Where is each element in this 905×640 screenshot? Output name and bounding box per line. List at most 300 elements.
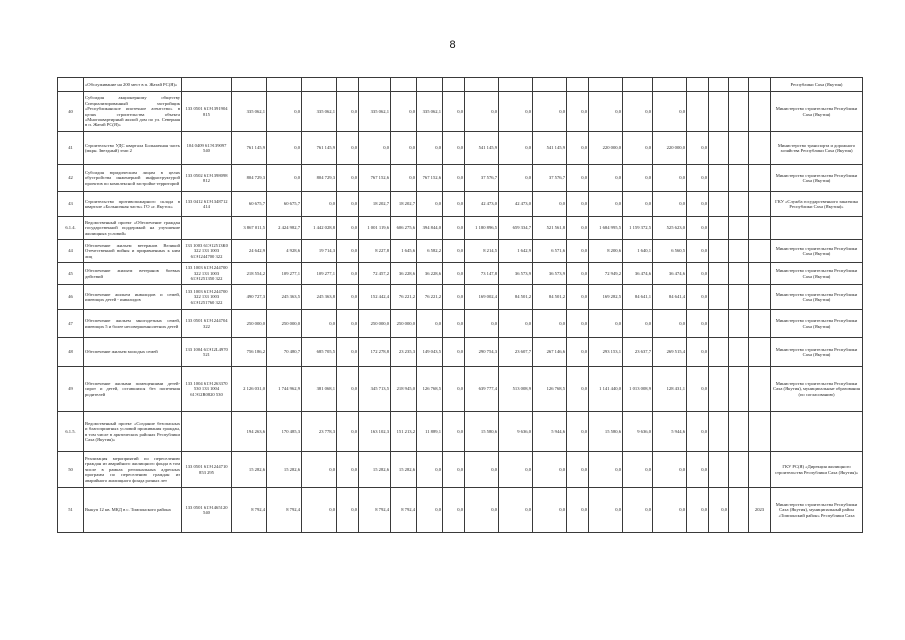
executor: ГКУ «Служба государственного заказчика Республики Саха (Якутия)» — [771, 192, 863, 217]
y1-rs: 606 275,6 — [391, 217, 417, 240]
extra-value — [709, 452, 729, 488]
row-code — [182, 78, 232, 92]
y1-mun: 0,0 — [443, 263, 465, 285]
total-fed: 381 068,1 — [302, 367, 337, 412]
y2-rs: 0,0 — [499, 92, 533, 132]
empty-cell — [729, 412, 749, 452]
y3-all: 72 949,2 — [589, 263, 623, 285]
y1-all: 0,0 — [359, 132, 391, 165]
executor: Министерство строительства Республики Саха (Якутия) — [771, 338, 863, 367]
y2-mun: 0,0 — [567, 132, 589, 165]
total-rs: 60 675,7 — [267, 192, 302, 217]
y3-fed: 128 431,1 — [653, 367, 687, 412]
y2-mun — [567, 78, 589, 92]
extra-value — [709, 217, 729, 240]
y3-mun: 0,0 — [687, 217, 709, 240]
completion-year — [749, 310, 771, 338]
y2-rs: 0,0 — [499, 310, 533, 338]
y1-fed: 126 768,5 — [417, 367, 443, 412]
row-code: 133 1003 61Э12513К0 322 133 1003 61Э1244700 322 — [182, 240, 232, 263]
y3-all: 0,0 — [589, 310, 623, 338]
y3-rs: 0,0 — [623, 310, 653, 338]
y3-rs: 0,0 — [623, 165, 653, 192]
page-number: 8 — [449, 39, 456, 51]
row-code: 133 0501 61Э1244710 853 295 — [182, 452, 232, 488]
table-row — [58, 338, 863, 367]
extra-value — [709, 78, 729, 92]
row-name: Выкуп 12 кв. МКД в с. Томпонского района — [84, 488, 182, 533]
y3-fed: 84 641,4 — [653, 285, 687, 310]
total-mun: 0,0 — [337, 285, 359, 310]
y3-all: 8 200,6 — [589, 240, 623, 263]
total-rs: 0,0 — [267, 132, 302, 165]
row-number: 46 — [58, 285, 84, 310]
y3-fed: 220 000,0 — [653, 132, 687, 165]
y1-mun: 0,0 — [443, 165, 465, 192]
empty-cell — [729, 132, 749, 165]
y3-mun: 0,0 — [687, 192, 709, 217]
y3-mun: 0,0 — [687, 412, 709, 452]
y1-mun: 0,0 — [443, 338, 465, 367]
total-rs: 2 424 982,7 — [267, 217, 302, 240]
total-mun: 0,0 — [337, 240, 359, 263]
y1-all: 1 001 119,6 — [359, 217, 391, 240]
y1-all: 152 442,4 — [359, 285, 391, 310]
total-fed: 335 062,1 — [302, 92, 337, 132]
y1-mun — [443, 78, 465, 92]
executor: Министерство строительства Республики Саха (Якутия) — [771, 263, 863, 285]
empty-cell — [729, 488, 749, 533]
y2-fed: 541 145,9 — [533, 132, 567, 165]
y3-all: 0,0 — [589, 192, 623, 217]
total-fed: 1 442 028,8 — [302, 217, 337, 240]
y3-fed — [653, 78, 687, 92]
y2-rs: 0,0 — [499, 452, 533, 488]
row-name: Обеспечение жильем ветеранов Великой Отечественной войны и приравненных к ним лиц — [84, 240, 182, 263]
row-number: 6.1.5. — [58, 412, 84, 452]
y2-all: 290 754,3 — [465, 338, 499, 367]
y3-mun: 0,0 — [687, 165, 709, 192]
y2-rs: 36 573,9 — [499, 263, 533, 285]
y1-fed: 0,0 — [417, 310, 443, 338]
executor — [771, 217, 863, 240]
y1-mun: 0,0 — [443, 132, 465, 165]
executor: Министерство строительства Республики Саха (Якутия), муниципальный район «Томпонский район» Республики Саха — [771, 488, 863, 533]
completion-year — [749, 452, 771, 488]
extra-value — [709, 165, 729, 192]
row-code: 133 1004 61Э12L4970 521 — [182, 338, 232, 367]
y1-rs: 36 228,6 — [391, 263, 417, 285]
y1-fed: 335 062,1 — [417, 92, 443, 132]
total-rs: 250 000,0 — [267, 310, 302, 338]
total-mun: 0,0 — [337, 132, 359, 165]
y1-fed: 36 228,6 — [417, 263, 443, 285]
y2-all: 0,0 — [465, 92, 499, 132]
table-row — [58, 367, 863, 412]
y1-all: 345 713,5 — [359, 367, 391, 412]
y2-fed: 0,0 — [533, 310, 567, 338]
extra-value — [709, 263, 729, 285]
y1-all: 767 152,6 — [359, 165, 391, 192]
y1-rs: 8 792,4 — [391, 488, 417, 533]
table-row — [58, 412, 863, 452]
completion-year — [749, 217, 771, 240]
y2-fed: 0,0 — [533, 452, 567, 488]
completion-year — [749, 338, 771, 367]
extra-value — [709, 285, 729, 310]
y2-all: 15 580,6 — [465, 412, 499, 452]
y3-all: 0,0 — [589, 452, 623, 488]
y1-fed: 11 889,1 — [417, 412, 443, 452]
y1-rs: 76 221,2 — [391, 285, 417, 310]
y2-fed: 521 561,8 — [533, 217, 567, 240]
executor: ГКУ РС(Я) «Дирекция жилищного строительства Республики Саха (Якутия)» — [771, 452, 863, 488]
y2-all — [465, 78, 499, 92]
total-mun: 0,0 — [337, 310, 359, 338]
total-fed: 23 778,3 — [302, 412, 337, 452]
total-all: 490 727,3 — [232, 285, 267, 310]
y2-fed: 0,0 — [533, 92, 567, 132]
row-number: 6.1.4. — [58, 217, 84, 240]
total-mun: 0,0 — [337, 338, 359, 367]
executor: Республики Саха (Якутия) — [771, 78, 863, 92]
extra-value — [709, 132, 729, 165]
y1-all: 8 227,8 — [359, 240, 391, 263]
y3-rs: 1 013 008,9 — [623, 367, 653, 412]
y3-mun: 0,0 — [687, 338, 709, 367]
empty-cell — [729, 263, 749, 285]
y2-rs: 9 636,0 — [499, 412, 533, 452]
extra-value — [709, 240, 729, 263]
y2-rs: 23 607,7 — [499, 338, 533, 367]
y2-rs: 0,0 — [499, 488, 533, 533]
executor: Министерство строительства Республики Саха (Якутия) — [771, 240, 863, 263]
total-all: 24 642,9 — [232, 240, 267, 263]
row-code — [182, 217, 232, 240]
y3-all: 1 684 995,5 — [589, 217, 623, 240]
y3-mun: 0,0 — [687, 488, 709, 533]
y2-fed: 0,0 — [533, 192, 567, 217]
y2-fed: 126 768,5 — [533, 367, 567, 412]
y2-fed: 0,0 — [533, 488, 567, 533]
completion-year — [749, 92, 771, 132]
table-row — [58, 192, 863, 217]
y3-all — [589, 78, 623, 92]
row-code: 133 1003 61Э1244700 322 133 1003 61Э1251350 322 — [182, 263, 232, 285]
y1-mun: 0,0 — [443, 240, 465, 263]
y2-all: 639 777,4 — [465, 367, 499, 412]
row-name: Субсидия юридическим лицам в целях обустройства инженерной инфраструктурой проектов по комплексной застройке территорий — [84, 165, 182, 192]
y1-rs: 0,0 — [391, 132, 417, 165]
y2-rs — [499, 78, 533, 92]
total-all: 761 145,9 — [232, 132, 267, 165]
executor: Министерство строительства Республики Саха (Якутия) — [771, 310, 863, 338]
y3-rs: 0,0 — [623, 488, 653, 533]
y1-fed: 0,0 — [417, 192, 443, 217]
y2-rs: 42 473,0 — [499, 192, 533, 217]
total-rs: 70 480,7 — [267, 338, 302, 367]
completion-year — [749, 132, 771, 165]
total-fed: 19 714,3 — [302, 240, 337, 263]
y3-all: 220 000,0 — [589, 132, 623, 165]
empty-cell — [729, 192, 749, 217]
total-fed: 0,0 — [302, 488, 337, 533]
y2-all: 541 145,9 — [465, 132, 499, 165]
y2-fed: 5 944,6 — [533, 412, 567, 452]
y3-fed: 0,0 — [653, 165, 687, 192]
row-number: 47 — [58, 310, 84, 338]
y3-all: 293 153,1 — [589, 338, 623, 367]
total-all: 194 263,6 — [232, 412, 267, 452]
y1-fed: 76 221,2 — [417, 285, 443, 310]
total-all: 218 554,2 — [232, 263, 267, 285]
completion-year — [749, 78, 771, 92]
y1-all: 18 202,7 — [359, 192, 391, 217]
y1-rs: 23 235,3 — [391, 338, 417, 367]
y2-rs: 659 334,7 — [499, 217, 533, 240]
extra-value: 0,0 — [709, 488, 729, 533]
total-all: 3 867 011,5 — [232, 217, 267, 240]
total-rs: 4 928,6 — [267, 240, 302, 263]
y1-fed: 394 844,0 — [417, 217, 443, 240]
y2-mun: 0,0 — [567, 263, 589, 285]
row-code: 133 0501 61Э1391904 815 — [182, 92, 232, 132]
y1-all: 72 457,2 — [359, 263, 391, 285]
total-mun: 0,0 — [337, 165, 359, 192]
total-rs: 15 282,6 — [267, 452, 302, 488]
y2-rs: 84 501,2 — [499, 285, 533, 310]
total-mun: 0,0 — [337, 217, 359, 240]
y1-rs: 15 282,6 — [391, 452, 417, 488]
y3-fed: 5 944,6 — [653, 412, 687, 452]
y3-fed: 6 560,5 — [653, 240, 687, 263]
y1-all: 163 102,3 — [359, 412, 391, 452]
empty-cell — [729, 240, 749, 263]
y2-rs: 1 642,9 — [499, 240, 533, 263]
row-name: Строительство противопожарного склада в квартале «Больничная часть» ГО «г. Якутск» — [84, 192, 182, 217]
y1-all: 172 278,8 — [359, 338, 391, 367]
y3-rs: 1 159 372,5 — [623, 217, 653, 240]
row-name: Ведомственный проект «Создание безопасных и благоприятных условий проживания граждан, в том числе в арктических районах Республики Саха (Якутия)» — [84, 412, 182, 452]
total-all: 250 000,0 — [232, 310, 267, 338]
row-code — [182, 412, 232, 452]
total-mun: 0,0 — [337, 452, 359, 488]
total-all — [232, 78, 267, 92]
row-code: 133 0501 61Э1465120 540 — [182, 488, 232, 533]
table-row — [58, 92, 863, 132]
total-all: 15 282,6 — [232, 452, 267, 488]
y1-fed: 767 152,6 — [417, 165, 443, 192]
row-name: Обеспечение жильем молодых семей — [84, 338, 182, 367]
y3-rs: 1 640,1 — [623, 240, 653, 263]
row-number: 42 — [58, 165, 84, 192]
y1-mun: 0,0 — [443, 488, 465, 533]
completion-year — [749, 192, 771, 217]
y1-fed — [417, 78, 443, 92]
total-rs — [267, 78, 302, 92]
y2-all: 37 576,7 — [465, 165, 499, 192]
y3-rs: 0,0 — [623, 452, 653, 488]
total-rs: 0,0 — [267, 165, 302, 192]
y2-mun: 0,0 — [567, 285, 589, 310]
executor: Министерство строительства Республики Саха (Якутия) — [771, 92, 863, 132]
y2-mun: 0,0 — [567, 240, 589, 263]
y1-mun: 0,0 — [443, 452, 465, 488]
y1-fed: 149 043,5 — [417, 338, 443, 367]
row-number: 45 — [58, 263, 84, 285]
y3-all: 15 580,6 — [589, 412, 623, 452]
y1-rs: 0,0 — [391, 165, 417, 192]
extra-value — [709, 367, 729, 412]
table-row — [58, 132, 863, 165]
empty-cell — [729, 165, 749, 192]
y2-fed: 6 571,6 — [533, 240, 567, 263]
executor — [771, 412, 863, 452]
y1-mun: 0,0 — [443, 217, 465, 240]
table-row — [58, 165, 863, 192]
row-number: 43 — [58, 192, 84, 217]
y3-all: 0,0 — [589, 488, 623, 533]
y3-rs: 0,0 — [623, 192, 653, 217]
y2-mun: 0,0 — [567, 452, 589, 488]
row-number: 50 — [58, 452, 84, 488]
table-row — [58, 310, 863, 338]
y2-fed: 37 576,7 — [533, 165, 567, 192]
y2-mun: 0,0 — [567, 488, 589, 533]
y1-rs: 18 202,7 — [391, 192, 417, 217]
row-name: «Обслуживание на 200 мест в п. Жатай РС(Я)» — [84, 78, 182, 92]
total-all: 335 062,1 — [232, 92, 267, 132]
y3-rs: 0,0 — [623, 132, 653, 165]
total-fed: 685 705,5 — [302, 338, 337, 367]
y1-rs: 218 945,0 — [391, 367, 417, 412]
row-code: 104 0409 61Э139097 540 — [182, 132, 232, 165]
y3-fed: 0,0 — [653, 92, 687, 132]
y3-all: 1 141 440,0 — [589, 367, 623, 412]
y2-all: 169 002,4 — [465, 285, 499, 310]
y3-fed: 0,0 — [653, 488, 687, 533]
y3-rs — [623, 78, 653, 92]
row-number: 48 — [58, 338, 84, 367]
total-rs: 1 744 962,9 — [267, 367, 302, 412]
y3-rs: 0,0 — [623, 92, 653, 132]
row-number: 51 — [58, 488, 84, 533]
y1-mun: 0,0 — [443, 367, 465, 412]
empty-cell — [729, 367, 749, 412]
y1-all: 335 062,1 — [359, 92, 391, 132]
completion-year — [749, 263, 771, 285]
y2-mun: 0,0 — [567, 310, 589, 338]
row-number: 49 — [58, 367, 84, 412]
y3-all: 0,0 — [589, 165, 623, 192]
row-name: Субсидия акционерному обществу Специализированный застройщик «Республиканское ипотечное агентство» в целях строительства объекта «Многоквартирный жилой дом по ул. Северная в п. Жатай РС(Я)» — [84, 92, 182, 132]
y3-mun: 0,0 — [687, 452, 709, 488]
y1-mun: 0,0 — [443, 92, 465, 132]
total-rs: 170 485,3 — [267, 412, 302, 452]
total-fed: 109 277,1 — [302, 263, 337, 285]
table-row — [58, 78, 863, 92]
y2-rs: 0,0 — [499, 165, 533, 192]
y1-fed: 0,0 — [417, 452, 443, 488]
total-fed: 0,0 — [302, 192, 337, 217]
y2-fed — [533, 78, 567, 92]
row-number: 41 — [58, 132, 84, 165]
table-body — [58, 78, 863, 533]
table-row — [58, 240, 863, 263]
row-number — [58, 78, 84, 92]
total-fed: 0,0 — [302, 452, 337, 488]
y2-mun: 0,0 — [567, 338, 589, 367]
row-code: 133 1004 61Э1263370 530 133 1004 61Э12R0820 530 — [182, 367, 232, 412]
extra-value — [709, 412, 729, 452]
empty-cell — [729, 338, 749, 367]
table-row — [58, 488, 863, 533]
y2-fed: 36 573,9 — [533, 263, 567, 285]
total-fed: 0,0 — [302, 310, 337, 338]
y1-mun: 0,0 — [443, 310, 465, 338]
row-code: 133 0412 61Э1348712 414 — [182, 192, 232, 217]
y1-fed: 6 582,2 — [417, 240, 443, 263]
y2-mun: 0,0 — [567, 165, 589, 192]
total-fed: 245 363,8 — [302, 285, 337, 310]
y3-mun: 0,0 — [687, 285, 709, 310]
y3-all: 0,0 — [589, 92, 623, 132]
empty-cell — [729, 78, 749, 92]
total-mun: 0,0 — [337, 367, 359, 412]
y3-mun — [687, 92, 709, 132]
y3-rs: 36 474,6 — [623, 263, 653, 285]
y1-rs: 151 213,2 — [391, 412, 417, 452]
total-rs: 0,0 — [267, 92, 302, 132]
y2-rs: 0,0 — [499, 132, 533, 165]
y2-fed: 267 146,6 — [533, 338, 567, 367]
completion-year — [749, 165, 771, 192]
executor: Министерство транспорта и дорожного хозяйства Республики Саха (Якутия) — [771, 132, 863, 165]
y2-mun: 0,0 — [567, 217, 589, 240]
extra-value — [709, 192, 729, 217]
y3-fed: 0,0 — [653, 192, 687, 217]
row-name: Ведомственный проект «Обеспечение граждан государственной поддержкой на улучшение жилищных условий» — [84, 217, 182, 240]
empty-cell — [729, 310, 749, 338]
y1-rs: 0,0 — [391, 92, 417, 132]
total-rs: 8 792,4 — [267, 488, 302, 533]
row-name: Обеспечение жильем инвалидов и семей, имеющих детей - инвалидов — [84, 285, 182, 310]
empty-cell — [729, 92, 749, 132]
executor: Министерство строительства Республики Саха (Якутия) — [771, 285, 863, 310]
empty-cell — [729, 452, 749, 488]
total-mun: 0,0 — [337, 488, 359, 533]
y3-fed: 0,0 — [653, 310, 687, 338]
total-fed — [302, 78, 337, 92]
y1-rs — [391, 78, 417, 92]
completion-year — [749, 240, 771, 263]
row-code: 133 1003 61Э1244700 322 133 1003 61Э1251760 322 — [182, 285, 232, 310]
total-fed: 761 145,9 — [302, 132, 337, 165]
y3-mun: 0,0 — [687, 132, 709, 165]
y2-all: 42 473,0 — [465, 192, 499, 217]
completion-year — [749, 285, 771, 310]
y2-all: 8 214,5 — [465, 240, 499, 263]
completion-year — [749, 412, 771, 452]
completion-year — [749, 367, 771, 412]
total-mun: 0,0 — [337, 263, 359, 285]
executor: Министерство строительства Республики Саха (Якутия) — [771, 165, 863, 192]
row-name: Строительство УДС квартала Больничная часть (мкрн. Звездный) этап 2 — [84, 132, 182, 165]
y3-mun: 0,0 — [687, 263, 709, 285]
y3-fed: 269 515,4 — [653, 338, 687, 367]
table-row — [58, 452, 863, 488]
total-rs: 245 363,5 — [267, 285, 302, 310]
